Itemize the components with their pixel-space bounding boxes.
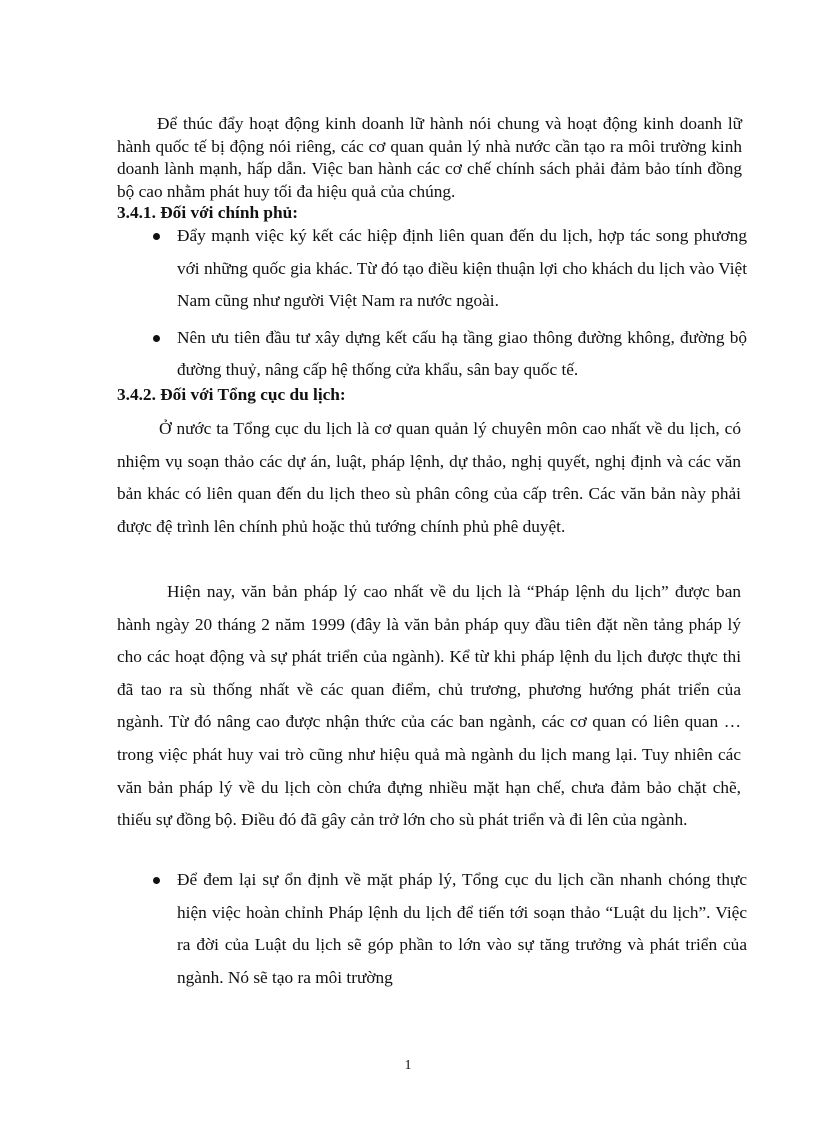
- section-342-paragraph-2: [117, 576, 741, 837]
- section-342-paragraph-1-text: Ở nước ta Tổng cục du lịch là cơ quan quản lý chuyên môn cao nhất về du lịch, có nhiệm vụ soạn thảo các dự án, luật, pháp lệnh, dự thảo, nghị quyết, nghị định và các văn bản khác có liên quan đến du lịch theo sù phân công của cấp trên. Các văn bản này phải được đệ trình lên chính phủ hoặc thủ tướng chính phủ phê duyệt.: [117, 419, 741, 536]
- section-341-heading: 3.4.1. Đối với chính phủ:: [117, 203, 298, 222]
- section-342-heading: 3.4.2. Đối với Tổng cục du lịch:: [117, 385, 346, 404]
- section-341-bullet-list: [117, 220, 747, 387]
- list-item: [117, 322, 747, 387]
- section-342-paragraph-1: [117, 413, 741, 543]
- bullet-icon: [153, 233, 160, 240]
- bullet-icon: [153, 877, 160, 884]
- list-item: [117, 864, 747, 994]
- section-342-paragraph-2-text: Hiện nay, văn bản pháp lý cao nhất về du lịch là “Pháp lệnh du lịch” được ban hành ngày 20 tháng 2 năm 1999 (đây là văn bản pháp quy đầu tiên đặt nền tảng pháp lý cho các hoạt động và sự phát triển của ngành). Kể từ khi pháp lệnh du lịch được thực thi đã tao ra sù thống nhất về các quan điểm, chủ trương, phương hướng phát triển của ngành. Từ đó nâng cao được nhận thức của các ban ngành, các cơ quan có liên quan … trong việc phát huy vai trò cũng như hiệu quả mà ngành du lịch mang lại. Tuy nhiên các văn bản pháp lý về du lịch còn chứa đựng nhiều mặt hạn chế, chưa đảm bảo chặt chẽ, thiếu sự đồng bộ. Điều đó đã gây cản trở lớn cho sù phát triển và đi lên của ngành.: [117, 582, 741, 830]
- page-number: 1: [404, 1058, 412, 1073]
- intro-paragraph: [117, 113, 742, 203]
- bullet-text: Để đem lại sự ổn định về mặt pháp lý, Tổng cục du lịch cần nhanh chóng thực hiện việc hoàn chỉnh Pháp lệnh du lịch để tiến tới soạn thảo “Luật du lịch”. Việc ra đời của Luật du lịch sẽ góp phần to lớn vào sự tăng trưởng và phát triển của ngành. Nó sẽ tạo ra môi trường: [177, 870, 747, 987]
- bullet-text: Đẩy mạnh việc ký kết các hiệp định liên quan đến du lịch, hợp tác song phương với những quốc gia khác. Từ đó tạo điều kiện thuận lợi cho khách du lịch vào Việt Nam cũng như người Việt Nam ra nước ngoài.: [177, 226, 747, 310]
- intro-paragraph-text: Để thúc đẩy hoạt động kinh doanh lữ hành nói chung và hoạt động kinh doanh lữ hành quốc tế bị động nói riêng, các cơ quan quản lý nhà nước cần tạo ra môi trường kinh doanh lành mạnh, hấp dẫn. Việc ban hành các cơ chế chính sách phải đảm bảo tính đồng bộ cao nhằm phát huy tối đa hiệu quả của chúng.: [117, 114, 742, 201]
- bullet-text: Nên ưu tiên đầu tư xây dựng kết cấu hạ tầng giao thông đường không, đường bộ đường thuỷ, nâng cấp hệ thống cửa khẩu, sân bay quốc tế.: [177, 327, 747, 379]
- section-342-bullet-list: [117, 864, 747, 994]
- list-item: [117, 220, 747, 318]
- bullet-icon: [153, 335, 160, 342]
